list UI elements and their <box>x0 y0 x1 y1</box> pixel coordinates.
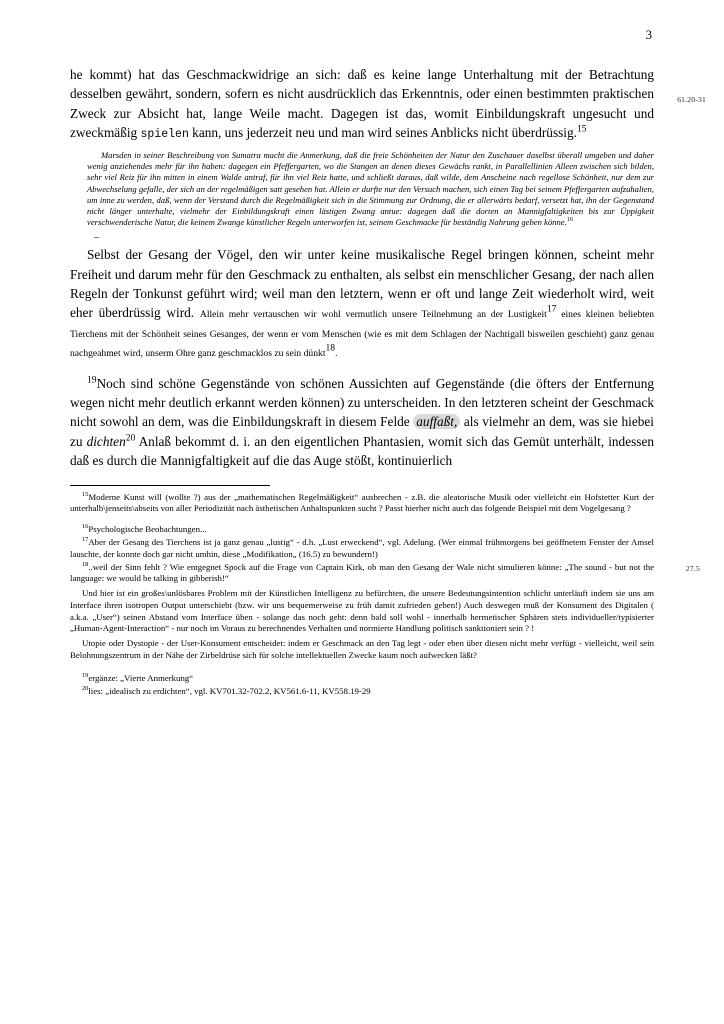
footnote-marker-16: 16 <box>566 216 573 224</box>
footnote-number: 17 <box>82 536 89 544</box>
highlighted-word-auffasst: auffaßt, <box>413 414 460 429</box>
footnote-item <box>70 524 654 536</box>
paragraph-2-small-end: . <box>335 348 338 360</box>
page-number: 3 <box>645 28 652 42</box>
footnote-area <box>70 492 654 698</box>
paragraph-1-text: he kommt) hat das Geschmackwidrige an sich: daß es keine lange Unterhaltung mit der Betrachtung desselben gewährt, sondern, sofern es nicht ausdrücklich das Erkenntnis, oder einen bestimmten praktischen Zweck zur Absicht hat, lange Weile macht. Dagegen ist das, womit Einbildungskraft ungesucht und zweckmäßig <box>70 67 654 141</box>
footnote-marker-15: 15 <box>576 123 587 135</box>
footnote-text: lies: „idealisch zu erdichten“, vgl. KV701.32-702.2, KV561.6-11, KV558.19-29 <box>88 685 371 696</box>
paragraph-2-small-text: Allein mehr vertauschen wir wohl vermutlich unsere Teilnehmung an der Lustigkeit <box>199 309 547 321</box>
margin-note-reference-1: 61.20-31 <box>677 95 706 104</box>
typewriter-word-spielen: spielen <box>140 128 189 142</box>
paragraph-3-text: Noch sind schöne Gegenstände von schönen Aussichten auf Gegenstände (die öfters der Entfernung wegen nicht mehr deutlich erkannt werden können) zu unterscheiden. In den letzteren scheint der Geschmack nicht sowohl an dem, was die Einbildungskraft in diesem Felde <box>70 375 654 430</box>
footnote-item <box>70 686 654 698</box>
paragraph-2-text: Selbst der Gesang der Vögel, den wir unter keine musikalische Regel bringen können, scheint mehr Freiheit und darum mehr für den Geschmack zu enthalten, als selbst ein menschlicher Gesang, der nach allen Regeln der Tonkunst geführt wird; weil man den letztern, wenn er oft und lange Zeit wiederholt wird, weit eher überdrüssig wird. <box>70 247 654 321</box>
footnote-number: 19 <box>82 671 89 679</box>
footnote-text: Psychologische Beobachtungen... <box>88 524 207 535</box>
footnote-item <box>70 673 654 685</box>
dash-separator: – <box>94 232 99 244</box>
paragraph-continuation <box>70 65 654 144</box>
footnote-text: ergänze: „Vierte Anmerkung“ <box>88 672 194 683</box>
footnote-number: 15 <box>82 490 89 498</box>
paragraph-3-cont: als vielmehr an dem, was sie hiebei zu <box>70 414 654 449</box>
footnote-item <box>70 492 654 516</box>
footnote-number: 16 <box>82 523 89 531</box>
footnote-text: Aber der Gesang des Tierchens ist ja ganz genau „lustig“ - d.h. „Lust erweckend“, vgl. Adelung. (Wer einmal frühmorgens bei geöffnetem Fenster der Amsel lauschte, der konnte doch gar nicht umhin, diese „Modifikation„ (16.5) zu bewundern!) <box>70 537 654 559</box>
footnote-item <box>70 638 654 662</box>
footnote-text: Utopie oder Dystopie - der User-Konsument entscheidet: indem er Geschmack an den Tag legt - oder eben über diesen nicht mehr verfügt - vielleicht, weil sein Belohnungszentrum in der Nähe der Zirbeldrüse sich für solche intellektuellen Zwecke kaum noch aufwecken läßt? <box>70 638 654 661</box>
footnote-text: Moderne Kunst will (wollte ?) aus der „mathematischen Regelmäßigkeit“ ausbrechen - z.B. die aleatorische Musik oder vielleicht ein Hofstetter Kurt der unterhalb\jenseits\abseits von aller Periodizität nach ästhetischen Anhaltspunkten sucht ? Passt hierher nicht auch das folgende Beispiel mit dem Vogelgesang ? <box>70 491 654 514</box>
footnote-marker-20: 20 <box>125 432 136 444</box>
footnote-marker-18: 18 <box>325 342 336 354</box>
paragraph-1-tail: kann, uns jederzeit neu und man wird seines Anblicks nicht überdrüssig. <box>188 125 577 141</box>
footnote-text: Und hier ist ein großes\unlösbares Problem mit der Künstlichen Intelligenz zu befürchten, die unsere Bedeutungsintention schlicht unterläuft indem sie uns am Interface ihren isotropen Output unterschiebt (bzw. wir uns bequemerweise zu früh damit zufrieden geben!) Auch deswegen muß der Konsument des Digitalen ( a.k.a. „User“) seinen Abstand vom Interface üben - solange das noch geht: denn bald soll wohl - innerhalb hermetischer Sphären stets individueller/typisierter „Human-Agent-Interaction“ - nur noch im Voraus zu berechnendes Verhalten und normierte Handlung politisch sanktioniert sein ? ! <box>70 588 654 634</box>
footnote-divider <box>70 485 270 486</box>
footnote-marker-19: 19 <box>87 374 97 386</box>
paragraph-2-small-cont: eines kleinen beliebten Tierchens mit der Schönheit seines Gesanges, der wenn er vom Menschen (wie es mit dem Schlagen der Nachtigall bisweilen geschieht) ganz genau nachgeahmet wird, unserm Ohre ganz geschmacklos zu sein dünkt <box>70 309 654 360</box>
footnote-marker-17: 17 <box>546 304 557 315</box>
footnote-item <box>70 588 654 635</box>
footnote-item <box>70 537 654 561</box>
paragraph-3 <box>70 374 654 471</box>
footnote-number: 20 <box>82 684 89 692</box>
footnote-number: 18 <box>82 560 89 568</box>
footnote-text: ..weil der Sinn fehlt ? Wie entgegnet Spock auf die Frage von Captain Kirk, ob man den Gesang der Wale nicht simulieren könne: „The sound - but not the language: we would be talking in gibberish!“ <box>70 561 654 584</box>
fine-print-text: Marsden in seiner Beschreibung von Sumatra macht die Anmerkung, daß die freie Schönheiten der Natur den Zuschauer daselbst überall umgeben und daher wenig anziehendes mehr für ihn haben: dagegen ein Pfeffergarten, wo die Stangen an denen dieses Gewächs rankt, in Parallellinien Alleen zwischen sich bilden, sehr viel Reiz für ihn mitten in einem Walde antraf, für ihn viel Reiz hatte, und schließt daraus, daß wilde, dem Anscheine nach regellose Schönheit, nur dem zur Abwechselung gefalle, der sich an der regelmäßigen satt gesehen hat. Allein er durfte nur den Versuch machen, sich einen Tag bei seinem Pfeffergarten aufzuhalten, um inne zu werden, daß, wenn der Verstand durch die Regelmäßigkeit sich in die Stimmung zur Ordnung, die er allerwärts bedarf, versetzt hat, ihn der Gegenstand nicht länger unterhalte, vielmehr der Einbildungskraft einen lästigen Zwang antue: dagegen daß die dorten an Mannigfaltigkeiten bis zur Üppigkeit verschwenderische Natur, die keinem Zwange künstlicher Regeln unterworfen ist, seinem Geschmacke für beständig Nahrung geben könne. <box>87 150 654 228</box>
paragraph-3-cont-2: Anlaß bekommt d. i. an den eigentlichen Phantasien, womit sich das Gemüt unterhält, indessen daß es durch die Mannigfaltigkeit auf die das Auge stößt, kontinuierlich <box>70 433 654 469</box>
paragraph-2 <box>70 245 654 361</box>
margin-note-reference-2: 27.5 <box>685 564 700 573</box>
fine-print-marsden-note <box>70 150 654 228</box>
italic-word-dichten: dichten <box>86 433 126 449</box>
footnote-item <box>70 562 654 586</box>
